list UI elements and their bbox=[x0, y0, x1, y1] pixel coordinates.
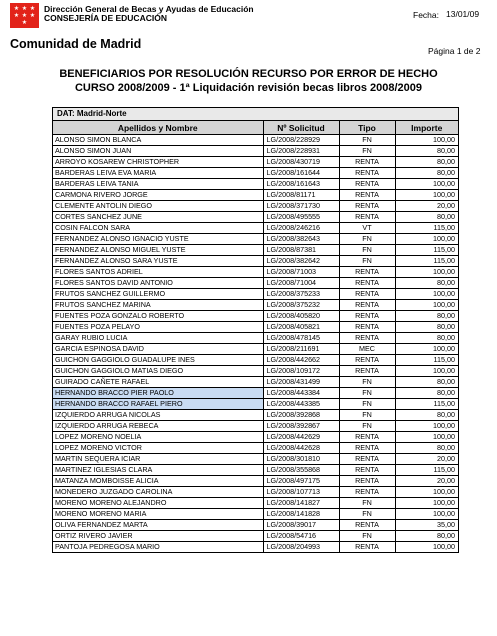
cell-tipo: RENTA bbox=[339, 333, 395, 344]
cell-importe: 100,00 bbox=[395, 267, 458, 278]
cell-importe: 100,00 bbox=[395, 542, 458, 553]
cell-tipo: RENTA bbox=[339, 267, 395, 278]
cell-solicitud: LG/2008/71004 bbox=[263, 278, 339, 289]
cell-importe: 80,00 bbox=[395, 443, 458, 454]
cell-tipo: FN bbox=[339, 256, 395, 267]
document-subtitle: CURSO 2008/2009 - 1ª Liquidación revisión becas libros 2008/2009 bbox=[74, 82, 423, 94]
cell-name: FERNANDEZ ALONSO SARA YUSTE bbox=[53, 256, 263, 267]
cell-tipo: RENTA bbox=[339, 443, 395, 454]
cell-tipo: RENTA bbox=[339, 520, 395, 531]
table-row bbox=[53, 311, 458, 322]
cell-tipo: FN bbox=[339, 509, 395, 520]
table-row bbox=[53, 234, 458, 245]
cell-tipo: RENTA bbox=[339, 168, 395, 179]
cell-name: FUENTES POZA PELAYO bbox=[53, 322, 263, 333]
cell-importe: 100,00 bbox=[395, 509, 458, 520]
cell-tipo: RENTA bbox=[339, 366, 395, 377]
cell-name: ARROYO KOSAREW CHRISTOPHER bbox=[53, 157, 263, 168]
table-row bbox=[53, 146, 458, 157]
cell-tipo: FN bbox=[339, 399, 395, 410]
cell-importe: 115,00 bbox=[395, 355, 458, 366]
cell-name: GUICHON GAGGIOLO MATIAS DIEGO bbox=[53, 366, 263, 377]
cell-solicitud: LG/2008/141827 bbox=[263, 498, 339, 509]
cell-name: BARDERAS LEIVA EVA MARIA bbox=[53, 168, 263, 179]
cell-solicitud: LG/2008/382642 bbox=[263, 256, 339, 267]
table-row bbox=[53, 476, 458, 487]
cell-importe: 80,00 bbox=[395, 278, 458, 289]
cell-name: HERNANDO BRACCO PIER PAOLO bbox=[53, 388, 263, 399]
cell-solicitud: LG/2008/39017 bbox=[263, 520, 339, 531]
star-icon: ★ bbox=[29, 5, 36, 12]
cell-solicitud: LG/2008/228931 bbox=[263, 146, 339, 157]
column-header-importe: Importe bbox=[395, 121, 458, 135]
table-row bbox=[53, 388, 458, 399]
cell-name: HERNANDO BRACCO RAFAEL PIERO bbox=[53, 399, 263, 410]
cell-tipo: RENTA bbox=[339, 487, 395, 498]
cell-tipo: VT bbox=[339, 223, 395, 234]
cell-importe: 100,00 bbox=[395, 289, 458, 300]
table-row bbox=[53, 278, 458, 289]
table-row bbox=[53, 432, 458, 443]
cell-solicitud: LG/2008/355868 bbox=[263, 465, 339, 476]
star-icon: ★ bbox=[13, 12, 20, 19]
cell-name: CARMONA RIVERO JORGE bbox=[53, 190, 263, 201]
cell-solicitud: LG/2008/442662 bbox=[263, 355, 339, 366]
cell-solicitud: LG/2008/109172 bbox=[263, 366, 339, 377]
table-row bbox=[53, 377, 458, 388]
cell-tipo: RENTA bbox=[339, 289, 395, 300]
table-row bbox=[53, 531, 458, 542]
table-row bbox=[53, 542, 458, 553]
cell-name: MORENO MORENO MARIA bbox=[53, 509, 263, 520]
cell-name: CORTES SANCHEZ JUNE bbox=[53, 212, 263, 223]
table-row bbox=[53, 454, 458, 465]
cell-name: FRUTOS SANCHEZ GUILLERMO bbox=[53, 289, 263, 300]
cell-name: IZQUIERDO ARRUGA NICOLAS bbox=[53, 410, 263, 421]
cell-tipo: FN bbox=[339, 388, 395, 399]
column-header-name: Apellidos y Nombre bbox=[53, 121, 263, 135]
cell-solicitud: LG/2008/375233 bbox=[263, 289, 339, 300]
cell-solicitud: LG/2008/442629 bbox=[263, 432, 339, 443]
table-header-row bbox=[53, 121, 458, 135]
cell-importe: 80,00 bbox=[395, 311, 458, 322]
cell-solicitud: LG/2008/405821 bbox=[263, 322, 339, 333]
cell-name: BARDERAS LEIVA TANIA bbox=[53, 179, 263, 190]
table-row bbox=[53, 289, 458, 300]
cell-importe: 100,00 bbox=[395, 300, 458, 311]
cell-tipo: RENTA bbox=[339, 311, 395, 322]
table-row bbox=[53, 355, 458, 366]
org-line-1: Dirección General de Becas y Ayudas de Educación bbox=[44, 4, 254, 14]
table-row bbox=[53, 245, 458, 256]
cell-name: ALONSO SIMON JUAN bbox=[53, 146, 263, 157]
cell-solicitud: LG/2008/81171 bbox=[263, 190, 339, 201]
cell-name: OLIVA FERNANDEZ MARTA bbox=[53, 520, 263, 531]
cell-tipo: RENTA bbox=[339, 157, 395, 168]
cell-importe: 80,00 bbox=[395, 157, 458, 168]
cell-importe: 100,00 bbox=[395, 432, 458, 443]
cell-importe: 80,00 bbox=[395, 531, 458, 542]
star-icon: ★ bbox=[29, 12, 36, 19]
cell-importe: 115,00 bbox=[395, 256, 458, 267]
cell-solicitud: LG/2008/497175 bbox=[263, 476, 339, 487]
cell-name: MORENO MORENO ALEJANDRO bbox=[53, 498, 263, 509]
cell-tipo: RENTA bbox=[339, 201, 395, 212]
table-row bbox=[53, 487, 458, 498]
document-title: BENEFICIARIOS POR RESOLUCIÓN RECURSO POR ERROR DE HECHO bbox=[59, 68, 438, 80]
cell-solicitud: LG/2008/431499 bbox=[263, 377, 339, 388]
table-row bbox=[53, 300, 458, 311]
cell-solicitud: LG/2008/228929 bbox=[263, 135, 339, 146]
cell-solicitud: LG/2008/495555 bbox=[263, 212, 339, 223]
cell-tipo: RENTA bbox=[339, 542, 395, 553]
cell-name: FLORES SANTOS DAVID ANTONIO bbox=[53, 278, 263, 289]
star-icon: ★ bbox=[21, 19, 28, 26]
column-header-tipo: Tipo bbox=[339, 121, 395, 135]
cell-solicitud: LG/2008/392867 bbox=[263, 421, 339, 432]
cell-tipo: FN bbox=[339, 498, 395, 509]
cell-name: ORTIZ RIVERO JAVIER bbox=[53, 531, 263, 542]
table-row bbox=[53, 223, 458, 234]
cell-importe: 80,00 bbox=[395, 333, 458, 344]
star-icon: ★ bbox=[13, 5, 20, 12]
cell-importe: 100,00 bbox=[395, 421, 458, 432]
cell-importe: 100,00 bbox=[395, 366, 458, 377]
table-row bbox=[53, 498, 458, 509]
comunidad-madrid-logo bbox=[10, 3, 39, 28]
cell-solicitud: LG/2008/443385 bbox=[263, 399, 339, 410]
cell-name: IZQUIERDO ARRUGA REBECA bbox=[53, 421, 263, 432]
org-name: Comunidad de Madrid bbox=[10, 37, 142, 51]
cell-solicitud: LG/2008/54716 bbox=[263, 531, 339, 542]
cell-importe: 100,00 bbox=[395, 190, 458, 201]
cell-importe: 20,00 bbox=[395, 201, 458, 212]
cell-name: MATANZA MOMBOISSE ALICIA bbox=[53, 476, 263, 487]
cell-name: COSIN FALCON SARA bbox=[53, 223, 263, 234]
cell-importe: 100,00 bbox=[395, 344, 458, 355]
cell-tipo: FN bbox=[339, 234, 395, 245]
cell-importe: 100,00 bbox=[395, 179, 458, 190]
cell-name: LOPEZ MORENO VICTOR bbox=[53, 443, 263, 454]
fecha-label: Fecha: bbox=[413, 10, 439, 20]
cell-tipo: FN bbox=[339, 146, 395, 157]
cell-importe: 100,00 bbox=[395, 487, 458, 498]
cell-tipo: RENTA bbox=[339, 212, 395, 223]
cell-tipo: RENTA bbox=[339, 432, 395, 443]
column-header-solicitud: Nº Solicitud bbox=[263, 121, 339, 135]
cell-name: FERNANDEZ ALONSO MIGUEL YUSTE bbox=[53, 245, 263, 256]
star-icon: ★ bbox=[21, 12, 28, 19]
cell-name: FERNANDEZ ALONSO IGNACIO YUSTE bbox=[53, 234, 263, 245]
cell-name: FLORES SANTOS ADRIEL bbox=[53, 267, 263, 278]
cell-importe: 80,00 bbox=[395, 388, 458, 399]
cell-solicitud: LG/2008/371730 bbox=[263, 201, 339, 212]
cell-solicitud: LG/2008/161643 bbox=[263, 179, 339, 190]
cell-solicitud: LG/2008/405820 bbox=[263, 311, 339, 322]
table-row bbox=[53, 322, 458, 333]
table-row bbox=[53, 399, 458, 410]
table-row bbox=[53, 366, 458, 377]
cell-importe: 100,00 bbox=[395, 498, 458, 509]
table-row bbox=[53, 190, 458, 201]
cell-name: GUICHON GAGGIOLO GUADALUPE INES bbox=[53, 355, 263, 366]
table-row bbox=[53, 212, 458, 223]
cell-importe: 115,00 bbox=[395, 223, 458, 234]
cell-importe: 115,00 bbox=[395, 399, 458, 410]
table-row bbox=[53, 465, 458, 476]
cell-tipo: MEC bbox=[339, 344, 395, 355]
beneficiaries-table bbox=[53, 121, 458, 552]
fecha-value: 13/01/09 bbox=[446, 9, 480, 19]
cell-tipo: RENTA bbox=[339, 355, 395, 366]
cell-tipo: RENTA bbox=[339, 454, 395, 465]
cell-name: GARCIA ESPINOSA DAVID bbox=[53, 344, 263, 355]
cell-importe: 80,00 bbox=[395, 146, 458, 157]
table-row bbox=[53, 267, 458, 278]
table-row bbox=[53, 157, 458, 168]
table-row bbox=[53, 179, 458, 190]
cell-tipo: RENTA bbox=[339, 179, 395, 190]
cell-solicitud: LG/2008/246216 bbox=[263, 223, 339, 234]
cell-importe: 20,00 bbox=[395, 476, 458, 487]
cell-tipo: FN bbox=[339, 531, 395, 542]
table-row bbox=[53, 135, 458, 146]
cell-solicitud: LG/2008/71003 bbox=[263, 267, 339, 278]
cell-name: CLEMENTE ANTOLIN DIEGO bbox=[53, 201, 263, 212]
page-number: Página 1 de 2 bbox=[428, 46, 481, 56]
cell-importe: 80,00 bbox=[395, 322, 458, 333]
cell-importe: 100,00 bbox=[395, 135, 458, 146]
cell-tipo: FN bbox=[339, 135, 395, 146]
cell-solicitud: LG/2008/211691 bbox=[263, 344, 339, 355]
table-row bbox=[53, 344, 458, 355]
cell-name: GARAY RUBIO LUCIA bbox=[53, 333, 263, 344]
cell-solicitud: LG/2008/443384 bbox=[263, 388, 339, 399]
table-row bbox=[53, 509, 458, 520]
cell-importe: 80,00 bbox=[395, 168, 458, 179]
table-row bbox=[53, 520, 458, 531]
cell-name: MONEDERO JUZGADO CAROLINA bbox=[53, 487, 263, 498]
cell-solicitud: LG/2008/478145 bbox=[263, 333, 339, 344]
table-row bbox=[53, 201, 458, 212]
cell-solicitud: LG/2008/107713 bbox=[263, 487, 339, 498]
cell-name: ALONSO SIMON BLANCA bbox=[53, 135, 263, 146]
cell-tipo: RENTA bbox=[339, 476, 395, 487]
cell-importe: 80,00 bbox=[395, 212, 458, 223]
cell-importe: 35,00 bbox=[395, 520, 458, 531]
table-row bbox=[53, 421, 458, 432]
cell-solicitud: LG/2008/204993 bbox=[263, 542, 339, 553]
table-row bbox=[53, 333, 458, 344]
cell-importe: 20,00 bbox=[395, 454, 458, 465]
cell-tipo: RENTA bbox=[339, 465, 395, 476]
cell-name: FRUTOS SANCHEZ MARINA bbox=[53, 300, 263, 311]
cell-tipo: FN bbox=[339, 377, 395, 388]
cell-name: MARTINEZ IGLESIAS CLARA bbox=[53, 465, 263, 476]
cell-tipo: FN bbox=[339, 421, 395, 432]
cell-importe: 100,00 bbox=[395, 234, 458, 245]
beneficiaries-table-container bbox=[52, 107, 459, 553]
cell-name: MARTIN SEQUERA ICIAR bbox=[53, 454, 263, 465]
cell-name: GUIRADO CAÑETE RAFAEL bbox=[53, 377, 263, 388]
group-label: DAT: Madrid-Norte bbox=[53, 108, 458, 121]
cell-solicitud: LG/2008/442628 bbox=[263, 443, 339, 454]
cell-tipo: RENTA bbox=[339, 300, 395, 311]
cell-solicitud: LG/2008/392868 bbox=[263, 410, 339, 421]
cell-solicitud: LG/2008/382643 bbox=[263, 234, 339, 245]
cell-solicitud: LG/2008/301810 bbox=[263, 454, 339, 465]
cell-solicitud: LG/2008/375232 bbox=[263, 300, 339, 311]
cell-tipo: RENTA bbox=[339, 278, 395, 289]
org-line-2: CONSEJERÍA DE EDUCACIÓN bbox=[44, 13, 167, 23]
cell-tipo: FN bbox=[339, 245, 395, 256]
table-row bbox=[53, 256, 458, 267]
star-icon: ★ bbox=[21, 5, 28, 12]
cell-solicitud: LG/2008/87381 bbox=[263, 245, 339, 256]
cell-tipo: RENTA bbox=[339, 190, 395, 201]
table-row bbox=[53, 410, 458, 421]
cell-importe: 115,00 bbox=[395, 465, 458, 476]
cell-importe: 80,00 bbox=[395, 377, 458, 388]
cell-name: LOPEZ MORENO NOELIA bbox=[53, 432, 263, 443]
cell-importe: 115,00 bbox=[395, 245, 458, 256]
cell-solicitud: LG/2008/141828 bbox=[263, 509, 339, 520]
cell-tipo: RENTA bbox=[339, 322, 395, 333]
cell-name: FUENTES POZA GONZALO ROBERTO bbox=[53, 311, 263, 322]
cell-name: PANTOJA PEDREGOSA MARIO bbox=[53, 542, 263, 553]
cell-solicitud: LG/2008/161644 bbox=[263, 168, 339, 179]
cell-solicitud: LG/2008/430719 bbox=[263, 157, 339, 168]
cell-tipo: FN bbox=[339, 410, 395, 421]
table-row bbox=[53, 443, 458, 454]
cell-importe: 80,00 bbox=[395, 410, 458, 421]
table-row bbox=[53, 168, 458, 179]
